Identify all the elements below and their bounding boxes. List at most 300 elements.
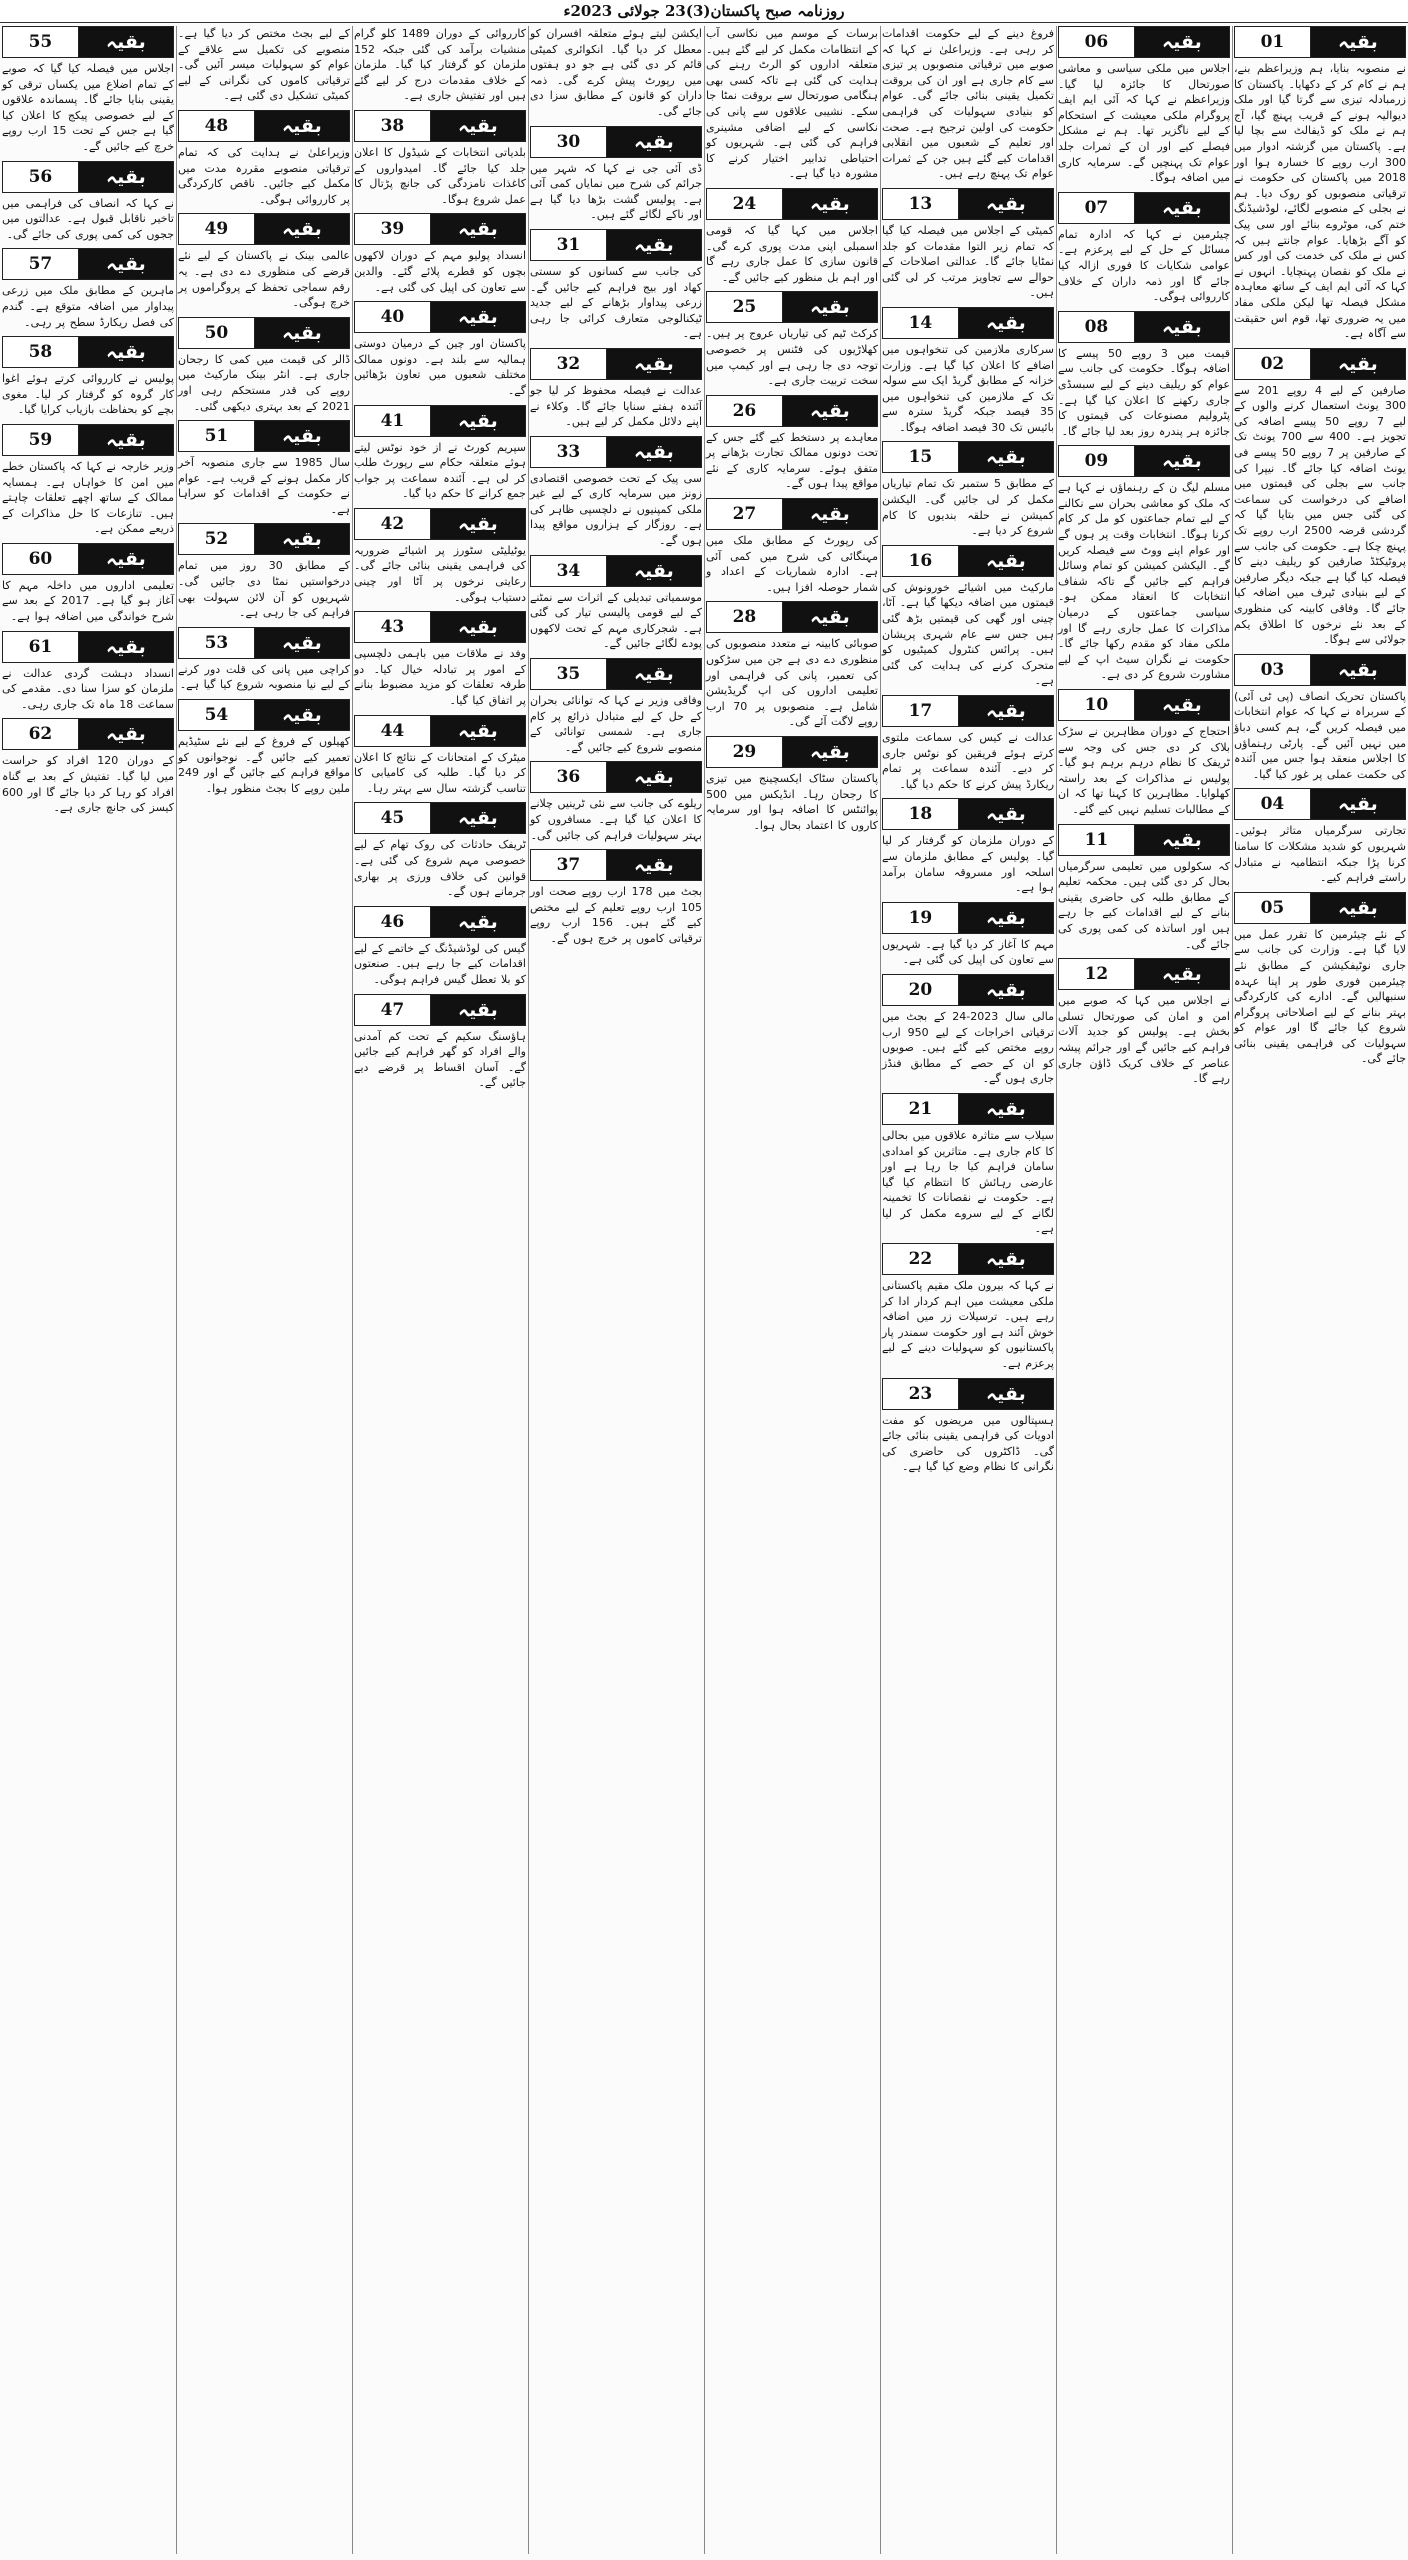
news-block <box>178 26 350 104</box>
continuation-number: 34 <box>531 556 607 586</box>
continuation-header <box>2 631 174 663</box>
article-text: پولیس نے کارروائی کرتے ہوئے اغوا کار گروہ کو گرفتار کر لیا۔ مغوی بچے کو بحفاظت بازیاب کرایا گیا۔ <box>2 372 174 417</box>
continuation-header <box>530 658 702 690</box>
continuation-number: 41 <box>355 406 431 436</box>
continuation-header <box>2 336 174 368</box>
continuation-number: 43 <box>355 612 431 642</box>
continuation-header <box>178 420 350 452</box>
continuation-number: 56 <box>3 162 79 192</box>
continuation-label: بقیہ <box>607 762 701 792</box>
continuation-label: بقیہ <box>255 214 349 244</box>
continuation-header <box>882 902 1054 934</box>
continuation-header <box>354 611 526 643</box>
news-block <box>1058 824 1230 953</box>
continuation-header <box>2 718 174 750</box>
continuation-header <box>882 974 1054 1006</box>
news-block <box>530 555 702 652</box>
article-text: مسلم لیگ ن کے رہنماؤں نے کہا ہے کہ ملک کو معاشی بحران سے نکالنے کے لیے تمام جماعتوں کو مل کر کام کرنا ہوگا۔ انتخابات وقت پر ہوں گے اور عوام اپنے ووٹ سے فیصلہ کریں گے۔ الیکشن کمیشن کو تمام وسائل فراہم کیے جائیں گے تاکہ شفاف انتخابات کا انعقاد ممکن ہو۔ سیاسی جماعتوں کے درمیان مذاکرات کا عمل جاری رہے گا اور ملکی مفاد کو مقدم رکھا جائے گا۔ حکومت نے نگران سیٹ اپ کے لیے مشاورت شروع کر دی ہے۔ <box>1058 481 1230 682</box>
continuation-label: بقیہ <box>431 509 525 539</box>
news-block <box>1058 26 1230 186</box>
continuation-header <box>530 436 702 468</box>
continuation-number: 49 <box>179 214 255 244</box>
continuation-label: بقیہ <box>79 162 173 192</box>
news-block <box>530 849 702 946</box>
article-text: عدالت نے فیصلہ محفوظ کر لیا جو آئندہ ہفتے سنایا جائے گا۔ وکلاء نے اپنے دلائل مکمل کر لیے ہیں۔ <box>530 383 702 429</box>
continuation-header <box>882 1243 1054 1275</box>
continuation-header <box>178 110 350 142</box>
continuation-number: 48 <box>179 111 255 141</box>
article-text: ایکشن لیتے ہوئے متعلقہ افسران کو معطل کر دیا گیا۔ انکوائری کمیٹی قائم کر دی گئی ہے جو دو ہفتوں میں رپورٹ پیش کرے گی۔ ذمہ داران کو قانون کے مطابق سزا دی جائے گی۔ <box>530 27 702 118</box>
column-rule <box>1232 26 1233 2554</box>
continuation-number: 60 <box>3 544 79 574</box>
continuation-header <box>354 301 526 333</box>
continuation-number: 19 <box>883 903 959 933</box>
article-text: فروغ دینے کے لیے حکومت اقدامات کر رہی ہے۔ وزیراعلیٰ نے کہا کہ صوبے میں ترقیاتی منصوبوں پر تیزی سے کام جاری ہے اور ان کی بروقت تکمیل یقینی بنائی جائے گی۔ عوام کو بنیادی سہولیات کی فراہمی حکومت کی اولین ترجیح ہے۔ صحت اور تعلیم کے شعبوں میں انقلابی اقدامات کیے گئے ہیں جن کے ثمرات عوام تک پہنچ رہے ہیں۔ <box>882 27 1054 181</box>
article-text: تجارتی سرگرمیاں متاثر ہوئیں۔ شہریوں کو شدید مشکلات کا سامنا کرنا پڑا جبکہ انتظامیہ نے متبادل راستے فراہم کیے۔ <box>1234 824 1406 885</box>
continuation-header <box>530 761 702 793</box>
continuation-number: 37 <box>531 850 607 880</box>
continuation-label: بقیہ <box>783 737 877 767</box>
continuation-number: 15 <box>883 442 959 472</box>
news-block <box>706 498 878 595</box>
article-text: کرکٹ ٹیم کی تیاریاں عروج پر ہیں۔ کھلاڑیوں کی فٹنس پر خصوصی توجہ دی جا رہی ہے اور کیمپ میں سخت تربیت جاری ہے۔ <box>706 327 878 388</box>
article-text: ڈالر کی قیمت میں کمی کا رجحان جاری ہے۔ انٹر بینک مارکیٹ میں روپے کی قدر مستحکم رہی اور 2021 کے بعد بہتری دیکھی گئی۔ <box>178 352 350 413</box>
article-text: انسداد دہشت گردی عدالت نے ملزمان کو سزا سنا دی۔ مقدمے کی سماعت 18 ماہ تک جاری رہی۔ <box>2 666 174 711</box>
continuation-label: بقیہ <box>79 337 173 367</box>
news-block <box>2 424 174 537</box>
continuation-number: 53 <box>179 628 255 658</box>
article-text: موسمیاتی تبدیلی کے اثرات سے نمٹنے کے لیے قومی پالیسی تیار کی گئی ہے۔ شجرکاری مہم کے تحت لاکھوں پودے لگائے جائیں گے۔ <box>529 590 702 651</box>
news-block <box>178 213 350 310</box>
continuation-label: بقیہ <box>1311 349 1405 379</box>
continuation-header <box>178 699 350 731</box>
news-block <box>530 348 702 430</box>
continuation-number: 03 <box>1235 655 1311 685</box>
article-text: کے دوران ملزمان کو گرفتار کر لیا گیا۔ پولیس کے مطابق ملزمان سے اسلحہ اور مسروقہ سامان برآمد ہوا ہے۔ <box>882 834 1054 895</box>
continuation-header <box>706 395 878 427</box>
continuation-header <box>530 555 702 587</box>
continuation-label: بقیہ <box>255 421 349 451</box>
article-text: عدالت نے کیس کی سماعت ملتوی کرتے ہوئے فریقین کو نوٹس جاری کر دیے۔ آئندہ سماعت پر تمام ریکارڈ پیش کرنے کا حکم دیا گیا۔ <box>882 731 1054 791</box>
continuation-header <box>882 1378 1054 1410</box>
continuation-number: 16 <box>883 546 959 576</box>
continuation-header <box>178 317 350 349</box>
news-block <box>2 336 174 418</box>
article-text: سرکاری ملازمین کی تنخواہوں میں اضافے کا اعلان کیا گیا ہے۔ وزارت خزانہ کے مطابق گریڈ ایک سے سولہ تک کے ملازمین کی تنخواہوں میں 35 فیصد جبکہ گریڈ سترہ سے بائیس تک 30 فیصد اضافہ ہوگا۔ <box>882 342 1054 434</box>
news-block <box>1234 788 1406 885</box>
continuation-number: 05 <box>1235 893 1311 923</box>
article-text: کھیلوں کے فروغ کے لیے نئے سٹیڈیم تعمیر کیے جائیں گے۔ نوجوانوں کو مواقع فراہم کیے جائیں گے اور 249 ملین روپے کا بجٹ منظور ہوا۔ <box>178 735 350 795</box>
continuation-label: بقیہ <box>959 1094 1053 1124</box>
continuation-header <box>354 802 526 834</box>
news-block <box>882 695 1054 792</box>
continuation-number: 30 <box>531 127 607 157</box>
article-text: کے مطابق 30 روز میں تمام درخواستیں نمٹا دی جائیں گی۔ شہریوں کو آن لائن سہولت بھی فراہم کی جا رہی ہے۔ <box>178 559 350 620</box>
news-block <box>706 601 878 730</box>
column-rule <box>528 26 529 2554</box>
continuation-number: 09 <box>1059 446 1135 476</box>
news-block <box>530 26 702 120</box>
continuation-number: 17 <box>883 696 959 726</box>
continuation-number: 61 <box>3 632 79 662</box>
news-block <box>530 229 702 342</box>
news-block <box>178 627 350 693</box>
continuation-label: بقیہ <box>255 524 349 554</box>
news-block <box>2 161 174 243</box>
news-block <box>2 26 174 155</box>
article-text: صوبائی کابینہ نے متعدد منصوبوں کی منظوری دے دی ہے جن میں سڑکوں کی تعمیر، پانی کی فراہمی اور تعلیمی اداروں کی اپ گریڈیشن شامل ہے۔ منصوبوں پر 70 ارب روپے لاگت آئے گی۔ <box>706 637 878 729</box>
article-text: مالی سال 2023-24 کے بجٹ میں ترقیاتی اخراجات کے لیے 950 ارب روپے مختص کیے گئے ہیں۔ صوبوں کو ان کے حصے کے مطابق فنڈز جاری ہوں گے۔ <box>882 1009 1054 1086</box>
continuation-number: 22 <box>883 1244 959 1274</box>
news-column <box>0 26 176 2554</box>
news-block <box>354 994 526 1091</box>
continuation-header <box>882 695 1054 727</box>
continuation-number: 18 <box>883 799 959 829</box>
continuation-number: 06 <box>1059 27 1135 57</box>
article-text: وفد نے ملاقات میں باہمی دلچسپی کے امور پر تبادلہ خیال کیا۔ دو طرفہ تعلقات کو مزید مضبوط بنانے پر اتفاق کیا گیا۔ <box>354 647 526 708</box>
continuation-label: بقیہ <box>431 612 525 642</box>
continuation-header <box>706 601 878 633</box>
news-block <box>1058 689 1230 818</box>
news-block <box>1234 26 1406 342</box>
news-block <box>530 436 702 549</box>
news-block <box>882 307 1054 436</box>
continuation-number: 24 <box>707 189 783 219</box>
continuation-label: بقیہ <box>1311 789 1405 819</box>
news-block <box>882 441 1054 538</box>
article-text: تعلیمی اداروں میں داخلہ مہم کا آغاز ہو گیا ہے۔ 2017 کے بعد سے شرح خواندگی میں اضافہ ہوا ہے۔ <box>2 578 174 624</box>
article-text: ہاؤسنگ سکیم کے تحت کم آمدنی والے افراد کو گھر فراہم کیے جائیں گے۔ آسان اقساط پر قرضے دیے جائیں گے۔ <box>354 1029 526 1090</box>
continuation-header <box>2 543 174 575</box>
news-column <box>880 26 1056 2554</box>
continuation-label: بقیہ <box>79 544 173 574</box>
continuation-header <box>354 508 526 540</box>
continuation-label: بقیہ <box>1135 959 1229 989</box>
news-block <box>354 802 526 899</box>
news-block <box>1234 348 1406 648</box>
news-block <box>354 508 526 605</box>
continuation-number: 20 <box>883 975 959 1005</box>
news-block <box>530 761 702 843</box>
article-text: کی جانب سے کسانوں کو سستی کھاد اور بیج فراہم کیے جائیں گے۔ زرعی پیداوار بڑھانے کے لیے جدید ٹیکنالوجی متعارف کرائی جا رہی ہے۔ <box>530 264 702 341</box>
continuation-number: 04 <box>1235 789 1311 819</box>
news-block <box>354 611 526 708</box>
continuation-label: بقیہ <box>607 556 701 586</box>
continuation-label: بقیہ <box>959 189 1053 219</box>
continuation-label: بقیہ <box>783 292 877 322</box>
news-block <box>1058 311 1230 440</box>
continuation-header <box>354 715 526 747</box>
news-block <box>178 699 350 796</box>
article-text: کے مطابق 5 ستمبر تک تمام تیاریاں مکمل کر لی جائیں گی۔ الیکشن کمیشن نے حلقہ بندیوں کا کام شروع کر دیا ہے۔ <box>882 477 1055 538</box>
article-text: اجلاس میں ملکی سیاسی و معاشی صورتحال کا جائزہ لیا گیا۔ وزیراعظم نے کہا کہ آئی ایم ایف پروگرام ملکی معیشت کے استحکام کے لیے ناگزیر تھا۔ ہم نے مشکل فیصلے کیے اور ان کے ثمرات جلد عوام تک پہنچیں گے۔ سرمایہ کاری میں اضافہ ہوگا۔ <box>1058 62 1230 185</box>
continuation-number: 11 <box>1059 825 1135 855</box>
continuation-number: 40 <box>355 302 431 332</box>
continuation-number: 02 <box>1235 349 1311 379</box>
continuation-number: 29 <box>707 737 783 767</box>
news-block <box>706 291 878 388</box>
news-block <box>882 188 1054 301</box>
news-block <box>1058 445 1230 683</box>
continuation-label: بقیہ <box>1135 193 1229 223</box>
news-block <box>882 545 1054 689</box>
continuation-number: 14 <box>883 308 959 338</box>
continuation-label: بقیہ <box>431 406 525 436</box>
news-block <box>354 906 526 988</box>
article-text: صارفین کے لیے 4 روپے 201 سے 300 یونٹ استعمال کرنے والوں کے لیے 7 روپے 50 پیسے اضافہ کی تجویز ہے۔ 400 سے 700 یونٹ تک کے صارفین پر 7 روپے 50 پیسے فی یونٹ اضافہ کیا جائے گا۔ نیپرا کی جانب سے بجلی کی قیمتوں میں اضافے کی درخواست کی سماعت کی گئی جس میں بتایا گیا کہ گردشی قرضہ 2500 ارب روپے تک پہنچ چکا ہے۔ حکومت کی جانب سے پروٹیکٹڈ صارفین کو ریلیف دینے کا فیصلہ کیا گیا ہے جبکہ دیگر صارفین کے لیے بنیادی ٹیرف میں اضافہ کیا جائے گا۔ وفاقی کابینہ کی منظوری کے بعد نئے نرخوں کا اطلاق یکم جولائی سے ہوگا۔ <box>1234 383 1407 647</box>
news-block <box>178 317 350 414</box>
continuation-header <box>1234 26 1406 58</box>
continuation-label: بقیہ <box>1311 655 1405 685</box>
continuation-label: بقیہ <box>783 189 877 219</box>
continuation-header <box>2 248 174 280</box>
continuation-header <box>1058 689 1230 721</box>
continuation-header <box>706 736 878 768</box>
news-block <box>882 1093 1054 1237</box>
article-text: اجلاس میں فیصلہ کیا گیا کہ صوبے کے تمام اضلاع میں یکساں ترقی کو یقینی بنایا جائے گا۔ پسماندہ علاقوں کے لیے خصوصی پیکج کا اعلان کیا گیا ہے جس کے تحت 15 ارب روپے خرچ کیے جائیں گے۔ <box>2 62 174 153</box>
continuation-label: بقیہ <box>959 903 1053 933</box>
continuation-number: 55 <box>3 27 79 57</box>
article-text: سی پیک کے تحت خصوصی اقتصادی زونز میں سرمایہ کاری کے لیے غیر ملکی کمپنیوں نے دلچسپی ظاہر کی ہے۔ روزگار کے ہزاروں مواقع پیدا ہوں گے۔ <box>530 471 702 548</box>
continuation-label: بقیہ <box>1135 825 1229 855</box>
continuation-label: بقیہ <box>1135 312 1229 342</box>
news-block <box>178 420 350 517</box>
continuation-number: 50 <box>179 318 255 348</box>
continuation-label: بقیہ <box>79 632 173 662</box>
continuation-label: بقیہ <box>431 907 525 937</box>
continuation-label: بقیہ <box>959 1379 1053 1409</box>
continuation-number: 12 <box>1059 959 1135 989</box>
article-text: نے منصوبہ بنایا، ہم وزیراعظم بنے، ہم نے کام کر کے دکھایا۔ پاکستان کا زرمبادلہ تیزی سے گرتا گیا اور ملک دیوالیہ ہونے کے قریب پہنچ گیا، آج ہم نے ملک کو ڈیفالٹ سے بچا لیا ہے۔ پاکستان میں گزشتہ ادوار میں 300 ارب روپے کا خسارہ ہوا اور 2018 میں پاکستان کی حکومت نے ترقیاتی منصوبوں کو روک دیا۔ ہم نے بجلی کے منصوبے لگائے، لوڈشیڈنگ ختم کی، موٹروے بنائے اور سی پیک کو آگے بڑھایا۔ عوام جانتے ہیں کہ کس نے ملک کی خدمت کی اور کس نے ملک کو نقصان پہنچایا۔ انہوں نے کہا کہ آئی ایم ایف کے ساتھ معاہدہ مشکل فیصلہ تھا لیکن ملکی مفاد میں یہ ضروری تھا، قوم اس حقیقت سے آگاہ ہے۔ <box>1234 62 1406 341</box>
continuation-label: بقیہ <box>783 602 877 632</box>
news-block <box>178 523 350 620</box>
news-block <box>882 902 1054 968</box>
column-rule <box>352 26 353 2554</box>
article-text: میٹرک کے امتحانات کے نتائج کا اعلان کر دیا گیا۔ طلبہ کی کامیابی کا تناسب گزشتہ سال سے بہتر رہا۔ <box>354 750 526 795</box>
continuation-number: 31 <box>531 230 607 260</box>
article-text: سیلاب سے متاثرہ علاقوں میں بحالی کا کام جاری ہے۔ متاثرین کو امدادی سامان فراہم کیا جا رہا ہے اور عارضی رہائش کا انتظام کیا گیا ہے۔ حکومت نے نقصانات کا تخمینہ لگانے کے لیے سروے مکمل کر لیا ہے۔ <box>882 1128 1054 1236</box>
continuation-number: 44 <box>355 716 431 746</box>
continuation-label: بقیہ <box>783 396 877 426</box>
continuation-number: 27 <box>707 499 783 529</box>
continuation-number: 38 <box>355 111 431 141</box>
news-block <box>354 405 526 502</box>
continuation-label: بقیہ <box>1135 27 1229 57</box>
continuation-header <box>530 229 702 261</box>
column-rule <box>704 26 705 2554</box>
continuation-label: بقیہ <box>1311 893 1405 923</box>
continuation-label: بقیہ <box>959 1244 1053 1274</box>
news-block <box>1058 958 1230 1087</box>
article-text: یوٹیلیٹی سٹورز پر اشیائے ضروریہ کی فراہمی یقینی بنائی جائے گی۔ رعایتی نرخوں پر آٹا اور چینی دستیاب ہوگی۔ <box>354 543 526 604</box>
continuation-label: بقیہ <box>79 249 173 279</box>
continuation-header <box>1234 788 1406 820</box>
continuation-number: 57 <box>3 249 79 279</box>
news-column <box>1232 26 1408 2554</box>
news-block <box>354 715 526 797</box>
continuation-number: 35 <box>531 659 607 689</box>
continuation-number: 21 <box>883 1094 959 1124</box>
news-block <box>2 543 174 625</box>
continuation-label: بقیہ <box>607 127 701 157</box>
continuation-label: بقیہ <box>431 111 525 141</box>
article-text: کارروائی کے دوران 1489 کلو گرام منشیات برآمد کی گئی جبکہ 152 ملزمان کو گرفتار کیا گیا۔ ملزمان کے خلاف مقدمات درج کر لیے گئے ہیں اور تفتیش جاری ہے۔ <box>354 27 526 103</box>
continuation-header <box>1058 958 1230 990</box>
continuation-number: 28 <box>707 602 783 632</box>
article-text: اجلاس میں کہا گیا کہ قومی اسمبلی اپنی مدت پوری کرے گی۔ قانون سازی کا عمل جاری رہے گا اور اہم بل منظور کیے جائیں گے۔ <box>706 223 878 284</box>
continuation-label: بقیہ <box>255 318 349 348</box>
continuation-header <box>882 798 1054 830</box>
continuation-header <box>178 627 350 659</box>
article-text: کے لیے بجٹ مختص کر دیا گیا ہے۔ منصوبے کی تکمیل سے علاقے کے عوام کو سہولیات میسر آئیں گی۔ ترقیاتی کاموں کی نگرانی کے لیے کمیٹی تشکیل دی گئی ہے۔ <box>178 27 350 103</box>
continuation-number: 51 <box>179 421 255 451</box>
article-text: مارکیٹ میں اشیائے خورونوش کی قیمتوں میں اضافہ دیکھا گیا ہے۔ آٹا، چینی اور گھی کی قیمتیں بڑھ گئی ہیں جس سے عام شہری پریشان ہیں۔ پرائس کنٹرول کمیٹیوں کو متحرک کرنے کی ہدایت کی گئی ہے۔ <box>882 580 1054 688</box>
continuation-number: 33 <box>531 437 607 467</box>
continuation-header <box>882 545 1054 577</box>
continuation-header <box>1058 192 1230 224</box>
article-text: ریلوے کی جانب سے نئی ٹرینیں چلانے کا اعلان کیا گیا ہے۔ مسافروں کو بہتر سہولیات فراہم کی جائیں گی۔ <box>530 797 702 842</box>
article-text: قیمت میں 3 روپے 50 پیسے کا اضافہ ہوگا۔ حکومت کی جانب سے عوام کو ریلیف دینے کے لیے سبسڈی جاری رکھنے کا اعلان کیا گیا ہے۔ پٹرولیم مصنوعات کی قیمتوں کا جائزہ ہر پندرہ روز بعد لیا جائے گا۔ <box>1058 346 1230 438</box>
continuation-header <box>530 348 702 380</box>
news-block <box>706 395 878 492</box>
news-block <box>706 26 878 182</box>
continuation-number: 13 <box>883 189 959 219</box>
column-rule <box>176 26 177 2554</box>
continuation-label: بقیہ <box>255 111 349 141</box>
continuation-header <box>1234 348 1406 380</box>
continuation-label: بقیہ <box>79 719 173 749</box>
article-text: کراچی میں پانی کی قلت دور کرنے کے لیے نیا منصوبہ شروع کیا گیا ہے۔ <box>178 662 350 692</box>
continuation-label: بقیہ <box>1135 690 1229 720</box>
article-text: انسداد پولیو مہم کے دوران لاکھوں بچوں کو قطرے پلائے گئے۔ والدین سے تعاون کی اپیل کی گئی ہے۔ <box>354 249 526 294</box>
news-block <box>2 718 174 815</box>
news-block <box>882 26 1054 182</box>
continuation-header <box>2 26 174 58</box>
continuation-number: 07 <box>1059 193 1135 223</box>
news-block <box>354 26 526 104</box>
continuation-header <box>1234 654 1406 686</box>
news-block <box>706 188 878 285</box>
article-text: چیئرمین نے کہا کہ ادارہ تمام مسائل کے حل کے لیے پرعزم ہے۔ عوامی شکایات کا فوری ازالہ کیا جائے گا اور ذمہ داران کے خلاف کارروائی ہوگی۔ <box>1058 227 1230 304</box>
news-block <box>882 798 1054 895</box>
news-block <box>354 110 526 207</box>
continuation-header <box>354 213 526 245</box>
article-text: بلدیاتی انتخابات کے شیڈول کا اعلان جلد کیا جائے گا۔ امیدواروں کے کاغذات نامزدگی کی جانچ پڑتال کا عمل شروع ہوگا۔ <box>354 145 526 206</box>
continuation-label: بقیہ <box>79 27 173 57</box>
continuation-header <box>1058 824 1230 856</box>
article-text: سال 1985 سے جاری منصوبہ آخر کار مکمل ہونے کے قریب ہے۔ عوام نے حکومت کے اقدامات کو سراہا ہے۔ <box>178 456 350 516</box>
continuation-header <box>706 498 878 530</box>
article-text: پاکستان تحریک انصاف (پی ٹی آئی) کے سربراہ نے کہا کہ عوام انتخابات میں فیصلہ کریں گے، ہم کسی دباؤ میں نہیں آئیں گے۔ پارٹی رہنماؤں کا اجلاس منعقد ہوا جس میں آئندہ کی حکمت عملی پر غور کیا گیا۔ <box>1234 689 1406 781</box>
continuation-number: 26 <box>707 396 783 426</box>
continuation-label: بقیہ <box>959 975 1053 1005</box>
article-text: کی رپورٹ کے مطابق ملک میں مہنگائی کی شرح میں کمی آئی ہے۔ ادارہ شماریات کے اعداد و شمار حوصلہ افزا ہیں۔ <box>706 534 878 594</box>
continuation-number: 10 <box>1059 690 1135 720</box>
article-text: مہم کا آغاز کر دیا گیا ہے۔ شہریوں سے تعاون کی اپیل کی گئی ہے۔ <box>882 937 1054 967</box>
continuation-number: 25 <box>707 292 783 322</box>
news-column <box>1056 26 1232 2554</box>
continuation-number: 58 <box>3 337 79 367</box>
article-text: ہسپتالوں میں مریضوں کو مفت ادویات کی فراہمی یقینی بنائی جائے گی۔ ڈاکٹروں کی حاضری کی نگرانی کا نظام وضع کیا گیا ہے۔ <box>882 1413 1054 1474</box>
continuation-header <box>882 307 1054 339</box>
continuation-header <box>882 441 1054 473</box>
continuation-number: 32 <box>531 349 607 379</box>
news-block <box>1234 892 1406 1067</box>
continuation-header <box>530 126 702 158</box>
news-block <box>178 110 350 207</box>
article-text: معاہدے پر دستخط کیے گئے جس کے تحت دونوں ممالک تجارت بڑھانے پر متفق ہوئے۔ سرمایہ کاری کے نئے مواقع پیدا ہوں گے۔ <box>706 430 878 491</box>
news-column <box>704 26 880 2554</box>
continuation-label: بقیہ <box>255 628 349 658</box>
article-text: پاکستان سٹاک ایکسچینج میں تیزی کا رجحان رہا۔ انڈیکس میں 500 پوائنٹس کا اضافہ ہوا اور سرمایہ کاروں کا اعتماد بحال ہوا۔ <box>706 772 878 832</box>
article-text: ماہرین کے مطابق ملک میں زرعی پیداوار میں اضافہ متوقع ہے۔ گندم کی فصل ریکارڈ سطح پر رہی۔ <box>2 284 174 329</box>
continuation-label: بقیہ <box>607 850 701 880</box>
continuation-number: 46 <box>355 907 431 937</box>
continuation-header <box>178 213 350 245</box>
continuation-header <box>882 188 1054 220</box>
article-text: وزیراعلیٰ نے ہدایت کی کہ تمام ترقیاتی منصوبے مقررہ مدت میں مکمل کیے جائیں۔ ناقص کارکردگی پر کارروائی ہوگی۔ <box>178 145 350 206</box>
continuation-number: 45 <box>355 803 431 833</box>
continuation-number: 36 <box>531 762 607 792</box>
continuation-header <box>2 424 174 456</box>
news-block <box>354 301 526 398</box>
continuation-label: بقیہ <box>959 308 1053 338</box>
news-column <box>176 26 352 2554</box>
article-text: کے دوران 120 افراد کو حراست میں لیا گیا۔ تفتیش کے بعد بے گناہ افراد کو رہا کر دیا جائے گا اور 600 کیسز کی جانچ جاری ہے۔ <box>2 754 174 815</box>
news-column <box>528 26 704 2554</box>
continuation-label: بقیہ <box>607 437 701 467</box>
column-rule <box>880 26 881 2554</box>
continuation-number: 01 <box>1235 27 1311 57</box>
article-text: برسات کے موسم میں نکاسی آب کے انتظامات مکمل کر لیے گئے ہیں۔ متعلقہ اداروں کو الرٹ رہنے کی ہدایت کی گئی ہے تاکہ کسی بھی ہنگامی صورتحال سے بروقت نمٹا جا سکے۔ نشیبی علاقوں سے پانی کی نکاسی کے لیے اضافی مشینری فراہم کی گئی ہے۔ شہریوں کو احتیاطی تدابیر اختیار کرنے کا مشورہ دیا گیا ہے۔ <box>706 27 878 181</box>
news-block <box>530 658 702 755</box>
continuation-number: 59 <box>3 425 79 455</box>
news-block <box>882 974 1054 1087</box>
continuation-header <box>1058 311 1230 343</box>
continuation-label: بقیہ <box>1311 27 1405 57</box>
continuation-header <box>354 994 526 1026</box>
continuation-label: بقیہ <box>783 499 877 529</box>
column-rule <box>1056 26 1057 2554</box>
article-text: احتجاج کے دوران مظاہرین نے سڑک بلاک کر دی جس کی وجہ سے ٹریفک کا نظام درہم برہم ہو گیا۔ پولیس نے مذاکرات کے بعد راستہ کھلوایا۔ مظاہرین کا کہنا تھا کہ ان کے مطالبات تسلیم نہیں کیے گئے۔ <box>1058 725 1230 816</box>
news-column <box>352 26 528 2554</box>
news-block <box>354 213 526 295</box>
continuation-label: بقیہ <box>1135 446 1229 476</box>
continuation-number: 42 <box>355 509 431 539</box>
news-block <box>882 1378 1054 1475</box>
continuation-number: 52 <box>179 524 255 554</box>
continuation-header <box>354 110 526 142</box>
article-text: کے نئے چیئرمین کا تقرر عمل میں لایا گیا ہے۔ وزارت کی جانب سے جاری نوٹیفکیشن کے مطابق نئے چیئرمین فوری طور پر اپنا عہدہ سنبھالیں گے۔ ادارے کی کارکردگی بہتر بنانے کے لیے اصلاحاتی پروگرام شروع کیا جائے گا اور عوام کو سہولیات کی فراہمی یقینی بنائی جائے گی۔ <box>1234 927 1406 1066</box>
news-block <box>1234 654 1406 783</box>
continuation-header <box>1058 445 1230 477</box>
page-masthead: روزنامہ صبح پاکستان(3)23 جولائی 2023ء <box>0 0 1408 23</box>
continuation-number: 47 <box>355 995 431 1025</box>
news-block <box>706 736 878 833</box>
continuation-label: بقیہ <box>959 799 1053 829</box>
article-text: کہ سکولوں میں تعلیمی سرگرمیاں بحال کر دی گئی ہیں۔ محکمہ تعلیم کے مطابق طلبہ کی حاضری یقینی بنانے کے لیے اقدامات کیے جا رہے ہیں اور اساتذہ کی کمی پوری کی جائے گی۔ <box>1058 859 1230 951</box>
continuation-header <box>2 161 174 193</box>
continuation-label: بقیہ <box>431 214 525 244</box>
continuation-number: 54 <box>179 700 255 730</box>
continuation-header <box>706 188 878 220</box>
article-text: نے کہا کہ بیرون ملک مقیم پاکستانی ملکی معیشت میں اہم کردار ادا کر رہے ہیں۔ ترسیلات زر میں اضافہ خوش آئند ہے اور حکومت سمندر پار پاکستانیوں کو سہولیات دینے کے لیے پرعزم ہے۔ <box>882 1279 1054 1371</box>
continuation-header <box>1234 892 1406 924</box>
continuation-label: بقیہ <box>607 230 701 260</box>
news-block <box>2 248 174 330</box>
continuation-header <box>706 291 878 323</box>
article-text: وزیر خارجہ نے کہا کہ پاکستان خطے میں امن کا خواہاں ہے۔ ہمسایہ ممالک کے ساتھ اچھے تعلقات چاہتے ہیں۔ تنازعات کا حل مذاکرات کے ذریعے ممکن ہے۔ <box>2 459 174 536</box>
